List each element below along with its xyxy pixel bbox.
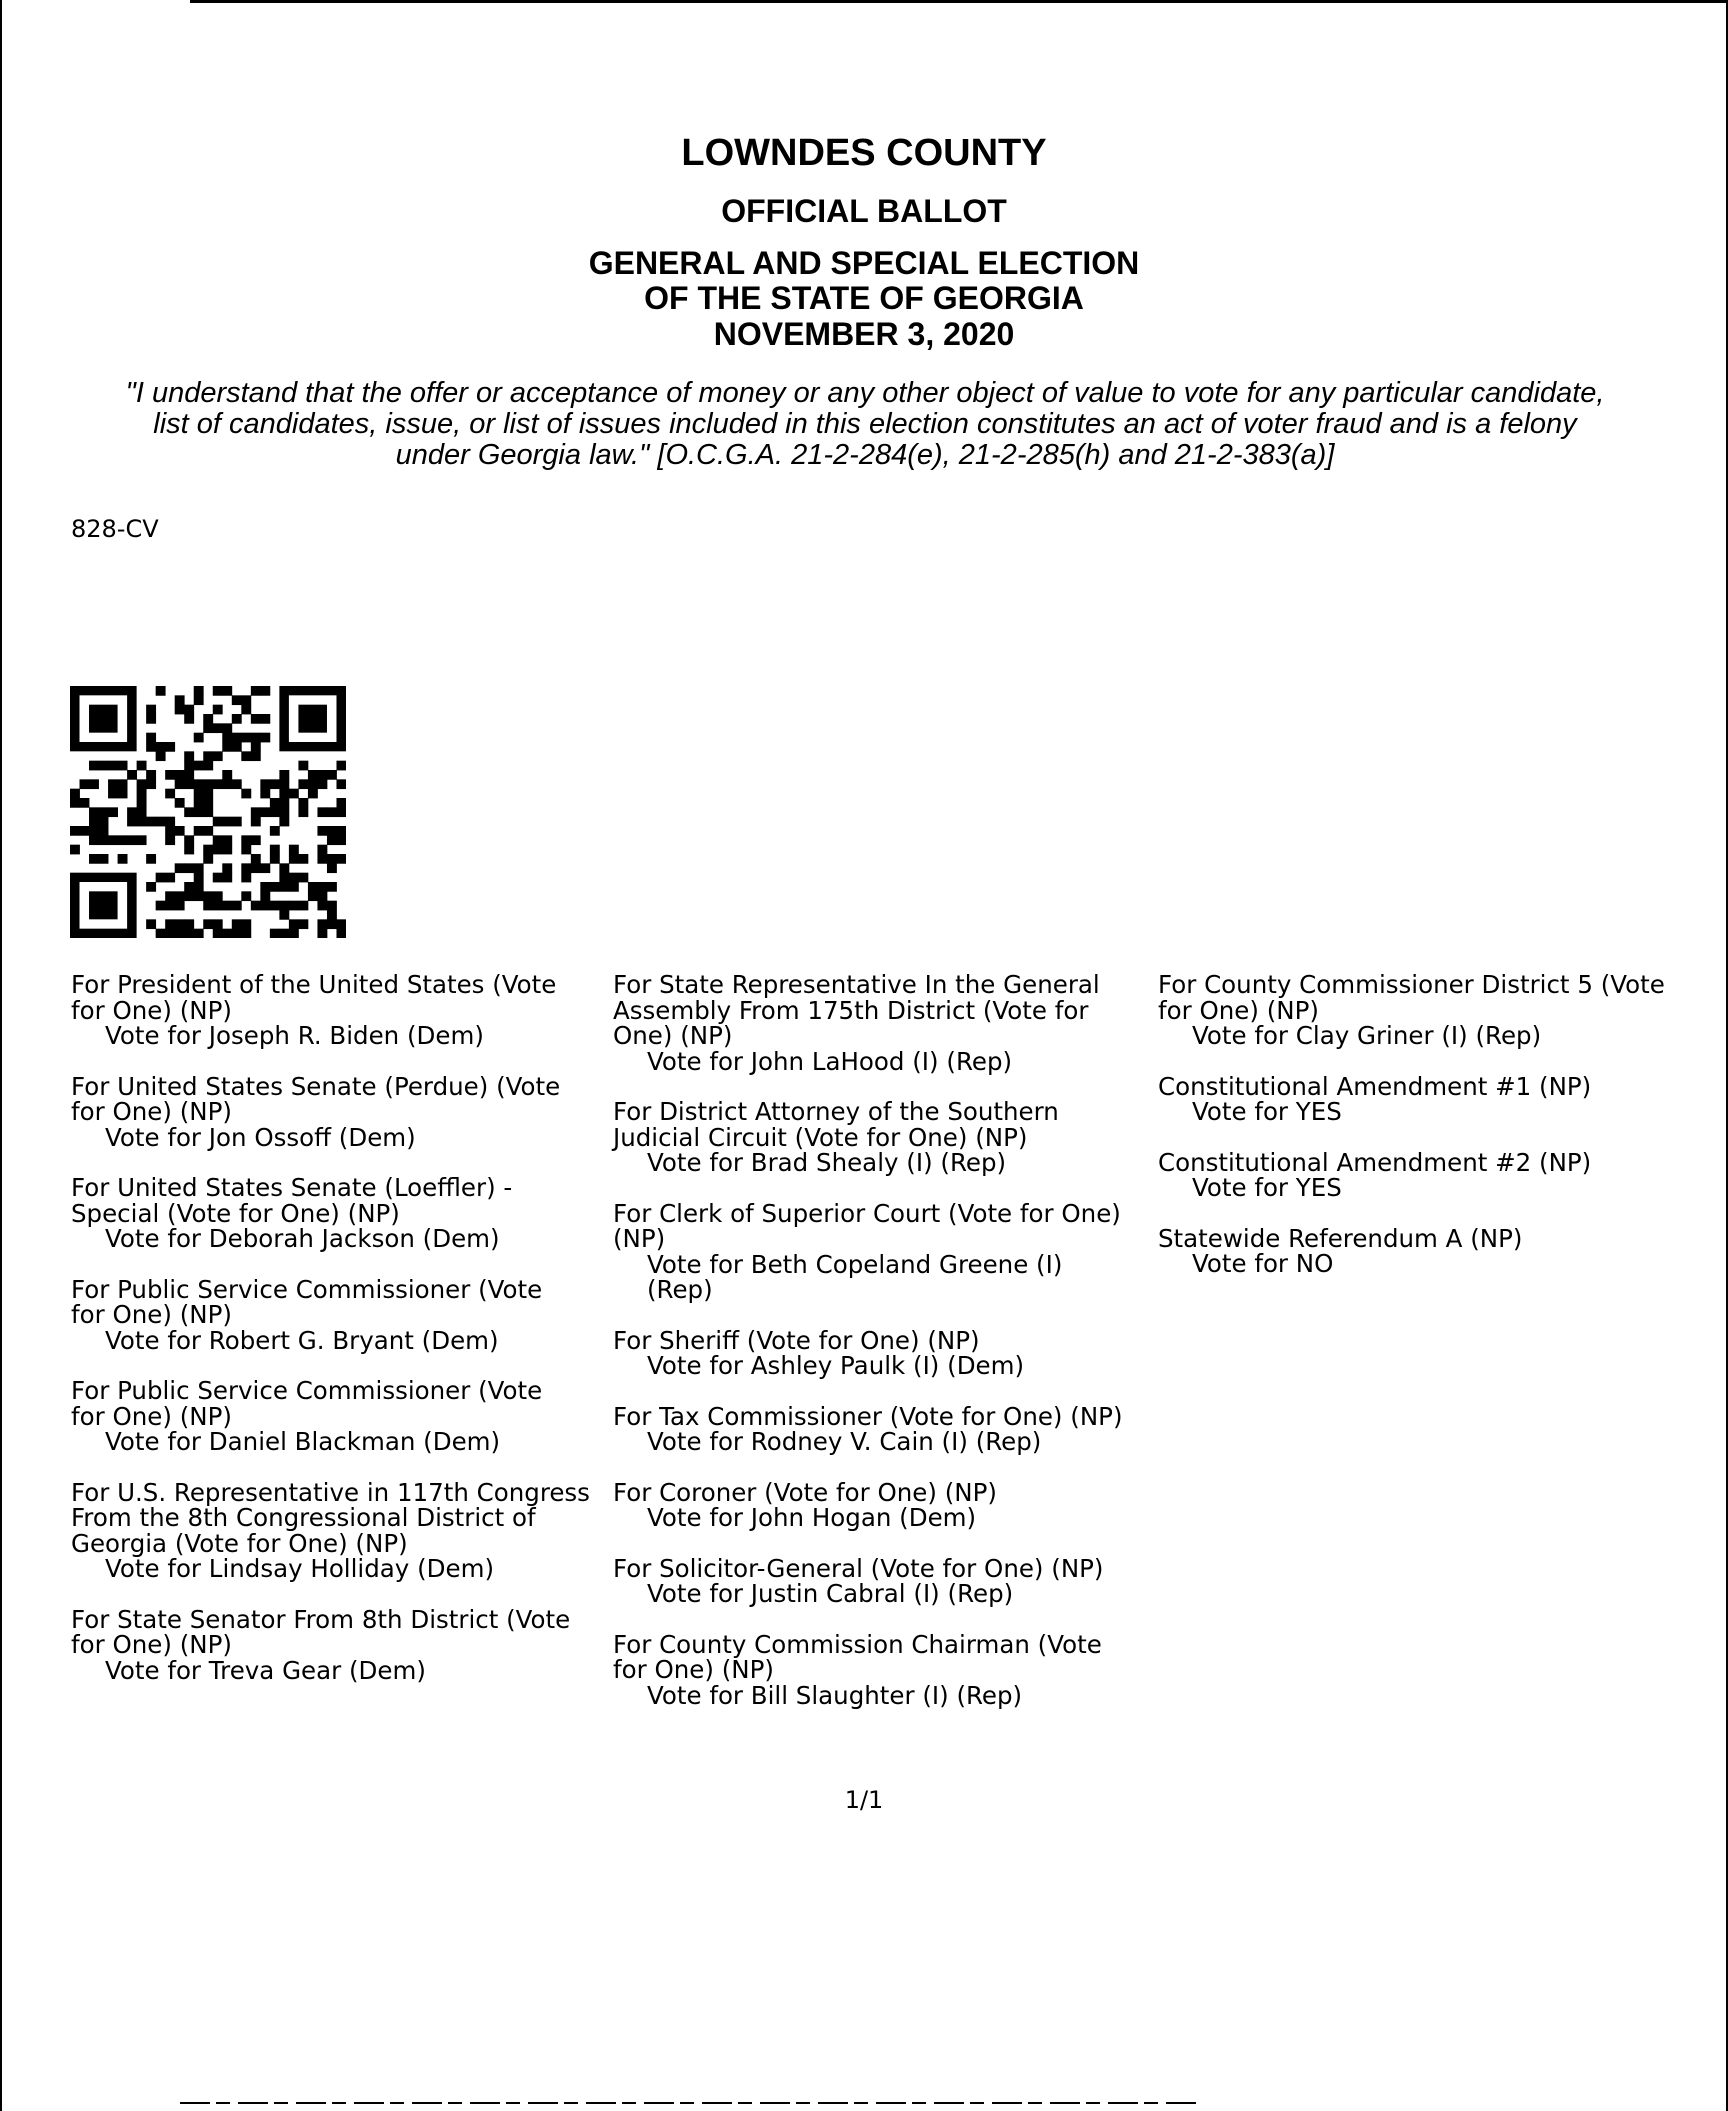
contest-title: For President of the United States (Vote — [71, 970, 557, 999]
contest-selection: Vote for Beth Copeland Greene (I) — [647, 1249, 1063, 1279]
contest-title: Constitutional Amendment #2 (NP) — [1158, 1147, 1592, 1177]
county-title: LOWNDES COUNTY — [681, 132, 1047, 174]
contest — [71, 1378, 611, 1455]
contest — [71, 1274, 611, 1355]
contest-title: For United States Senate (Loeffler) - — [71, 1173, 513, 1202]
contest — [613, 1198, 1159, 1304]
contest — [613, 1477, 1159, 1532]
contest-selection: Vote for Treva Gear (Dem) — [105, 1655, 426, 1685]
contest-title: One) (NP) — [613, 1021, 733, 1050]
contest-title: (NP) — [613, 1224, 666, 1253]
contest-title: For County Commissioner District 5 (Vote — [1158, 970, 1665, 999]
contest — [71, 1604, 611, 1685]
contest-title: For Clerk of Superior Court (Vote for One) — [613, 1198, 1121, 1228]
election-date: NOVEMBER 3, 2020 — [713, 316, 1015, 352]
contest-title: For State Senator From 8th District (Vote — [71, 1604, 571, 1634]
contest-selection: Vote for Deborah Jackson (Dem) — [105, 1224, 500, 1253]
contest-selection: Vote for Rodney V. Cain (I) (Rep) — [647, 1427, 1042, 1456]
contest — [613, 1099, 1159, 1176]
contest-title: For Tax Commissioner (Vote for One) (NP) — [613, 1401, 1123, 1431]
contest-title: For Solicitor-General (Vote for One) (NP) — [613, 1553, 1104, 1583]
page-border-bottom — [180, 2102, 1200, 2104]
contest-title: Georgia (Vote for One) (NP) — [71, 1528, 408, 1558]
ballot-type-title: OFFICIAL BALLOT — [721, 193, 1007, 229]
contest — [71, 1477, 611, 1583]
contest — [71, 972, 611, 1049]
contest-title: For County Commission Chairman (Vote — [613, 1629, 1102, 1659]
contest-selection: Vote for YES — [1192, 1097, 1342, 1126]
contest-title: For Sheriff (Vote for One) (NP) — [613, 1325, 980, 1355]
contest-title: Judicial Circuit (Vote for One) (NP) — [613, 1122, 1028, 1152]
contest-title: for One) (NP) — [71, 995, 232, 1025]
contest-title: For Coroner (Vote for One) (NP) — [613, 1477, 997, 1507]
contest-column-2 — [613, 972, 1159, 1733]
election-title-line-2: OF THE STATE OF GEORGIA — [644, 280, 1084, 316]
contest-selection: Vote for Jon Ossoff (Dem) — [105, 1122, 416, 1152]
notice-line-1: "I understand that the offer or acceptance of money or any other object of value to vote for any particular candidate, — [125, 377, 1605, 409]
page-border-top — [190, 0, 1728, 3]
contest-title: For United States Senate (Perdue) (Vote — [71, 1071, 561, 1101]
contest-title: For U.S. Representative in 117th Congress — [71, 1477, 590, 1507]
contest-column-3 — [1158, 972, 1723, 1302]
contest-selection: Vote for Ashley Paulk (I) (Dem) — [647, 1351, 1025, 1380]
contest-title: for One) (NP) — [71, 1401, 232, 1431]
contest-title: Statewide Referendum A (NP) — [1158, 1223, 1523, 1253]
contest-selection: Vote for NO — [1192, 1249, 1334, 1278]
contest-selection: Vote for Joseph R. Biden (Dem) — [105, 1021, 484, 1050]
qr-code — [70, 686, 346, 938]
contest-selection: Vote for Bill Slaughter (I) (Rep) — [647, 1680, 1023, 1710]
contest-selection: Vote for YES — [1192, 1173, 1342, 1202]
contest — [1158, 1147, 1723, 1202]
contest-title: From the 8th Congressional District of — [71, 1503, 536, 1532]
contest — [613, 1629, 1159, 1710]
ballot-style-code: 828-CV — [71, 515, 159, 543]
contest-title: for One) (NP) — [71, 1630, 232, 1659]
contest-title: For Public Service Commissioner (Vote — [71, 1376, 543, 1405]
notice-line-2: list of candidates, issue, or list of issues included in this election constitutes an act of voter fraud and is a felony — [153, 408, 1577, 440]
contest — [1158, 1071, 1723, 1126]
contest-selection: Vote for Brad Shealy (I) (Rep) — [647, 1148, 1007, 1177]
contest-selection: Vote for Robert G. Bryant (Dem) — [105, 1325, 499, 1355]
contest — [1158, 972, 1723, 1049]
contest-title: for One) (NP) — [613, 1655, 774, 1684]
contest-title: For State Representative In the General — [613, 970, 1100, 999]
contest-title: for One) (NP) — [71, 1300, 232, 1329]
contest — [71, 1071, 611, 1152]
contest-selection: (Rep) — [647, 1275, 713, 1304]
contest-title: for One) (NP) — [71, 1097, 232, 1126]
contest — [613, 1325, 1159, 1380]
contest-selection: Vote for Lindsay Holliday (Dem) — [105, 1554, 494, 1583]
election-title-line-1: GENERAL AND SPECIAL ELECTION — [588, 245, 1140, 281]
contest-selection: Vote for Daniel Blackman (Dem) — [105, 1427, 501, 1456]
contest-selection: Vote for Clay Griner (I) (Rep) — [1192, 1021, 1542, 1050]
contest-title: Assembly From 175th District (Vote for — [613, 995, 1089, 1025]
contest-selection: Vote for John LaHood (I) (Rep) — [647, 1046, 1013, 1076]
contest-column-1 — [71, 972, 611, 1708]
voter-fraud-notice — [70, 378, 1660, 471]
contest-title: for One) (NP) — [1158, 995, 1319, 1025]
contest — [71, 1175, 611, 1252]
contest-selection: Vote for Justin Cabral (I) (Rep) — [647, 1579, 1014, 1608]
contest — [613, 1553, 1159, 1608]
contest-title: Constitutional Amendment #1 (NP) — [1158, 1071, 1592, 1101]
contest-selection: Vote for John Hogan (Dem) — [647, 1503, 977, 1532]
page-number: 1/1 — [844, 1786, 884, 1814]
notice-line-3: under Georgia law." [O.C.G.A. 21-2-284(e), 21-2-285(h) and 21-2-383(a)] — [395, 439, 1335, 471]
contest — [613, 972, 1159, 1074]
contest-title: Special (Vote for One) (NP) — [71, 1198, 400, 1228]
contest — [613, 1401, 1159, 1456]
contest — [1158, 1223, 1723, 1278]
contest-title: For District Attorney of the Southern — [613, 1097, 1059, 1126]
contest-title: For Public Service Commissioner (Vote — [71, 1274, 543, 1304]
